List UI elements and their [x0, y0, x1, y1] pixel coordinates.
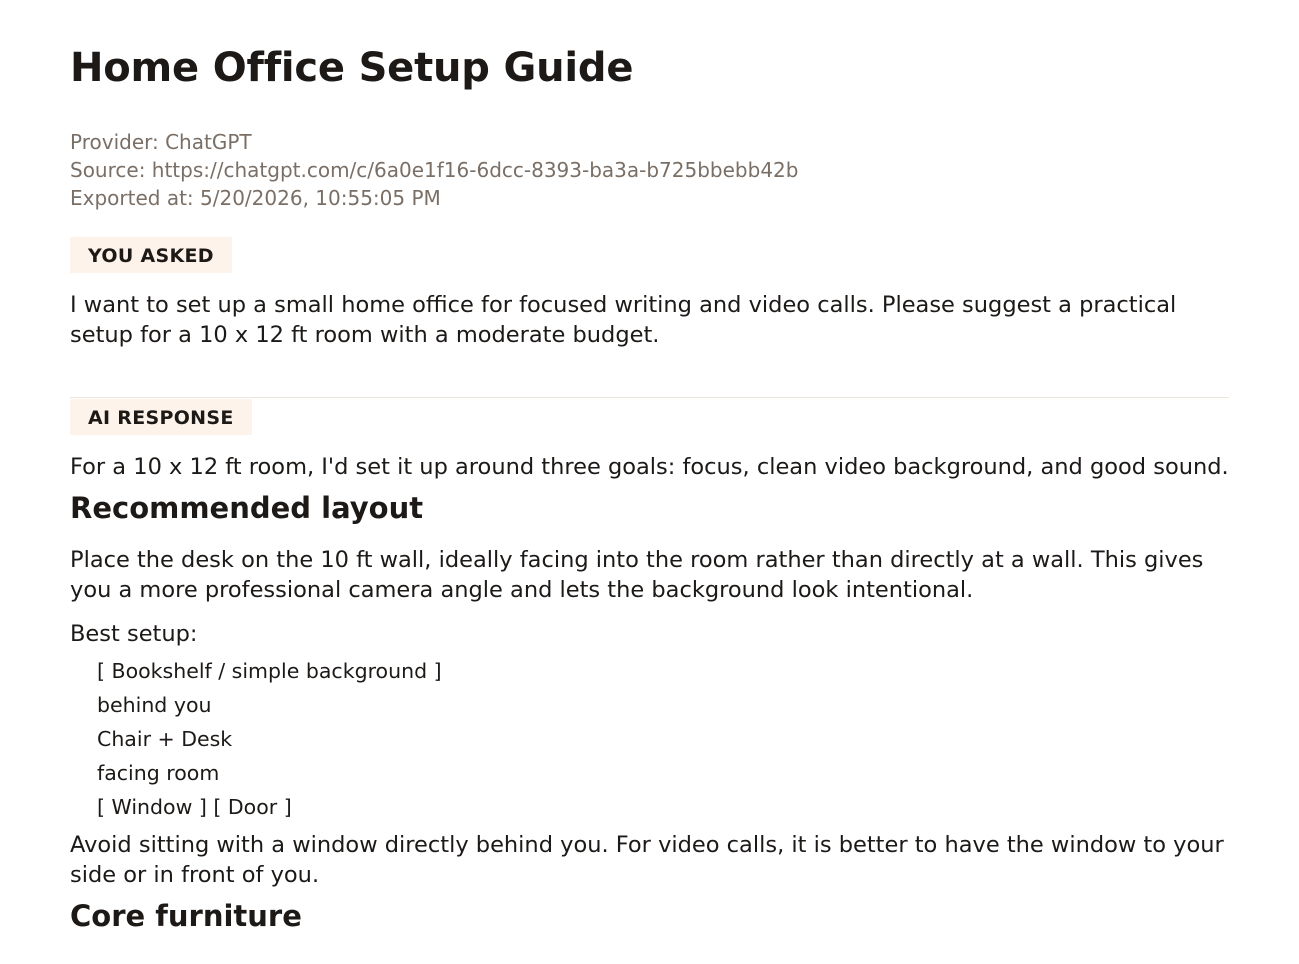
- diagram-line-facing-room: facing room: [97, 761, 220, 785]
- response-intro: For a 10 x 12 ft room, I'd set it up around three goals: focus, clean video background, and good sound.: [70, 454, 1229, 480]
- core-furniture-heading: Core furniture: [70, 899, 302, 933]
- ai-response-badge: AI RESPONSE: [70, 399, 252, 435]
- section-divider: [70, 397, 1229, 398]
- diagram-line-bookshelf: [ Bookshelf / simple background ]: [97, 659, 442, 683]
- diagram-line-behind-you: behind you: [97, 693, 212, 717]
- window-advice-paragraph: Avoid sitting with a window directly behind you. For video calls, it is better to have the window to your side or in front of you.: [70, 832, 1224, 888]
- meta-provider: Provider: ChatGPT: [70, 130, 252, 154]
- you-asked-badge: YOU ASKED: [70, 237, 232, 273]
- meta-exported-at: Exported at: 5/20/2026, 10:55:05 PM: [70, 186, 441, 210]
- export-metadata: [70, 128, 798, 212]
- best-setup-label: Best setup:: [70, 621, 198, 647]
- layout-paragraph: Place the desk on the 10 ft wall, ideally facing into the room rather than directly at a wall. This gives you a more professional camera angle and lets the background look intentional.: [70, 547, 1204, 603]
- diagram-line-chair-desk: Chair + Desk: [97, 727, 233, 751]
- user-question: I want to set up a small home office for focused writing and video calls. Please suggest a practical setup for a 10 x 12 ft room with a moderate budget.: [70, 292, 1177, 348]
- diagram-line-window-door: [ Window ] [ Door ]: [97, 795, 292, 819]
- recommended-layout-heading: Recommended layout: [70, 491, 424, 525]
- page-title: Home Office Setup Guide: [70, 45, 634, 91]
- meta-source: Source: https://chatgpt.com/c/6a0e1f16-6dcc-8393-ba3a-b725bbebb42b: [70, 158, 799, 182]
